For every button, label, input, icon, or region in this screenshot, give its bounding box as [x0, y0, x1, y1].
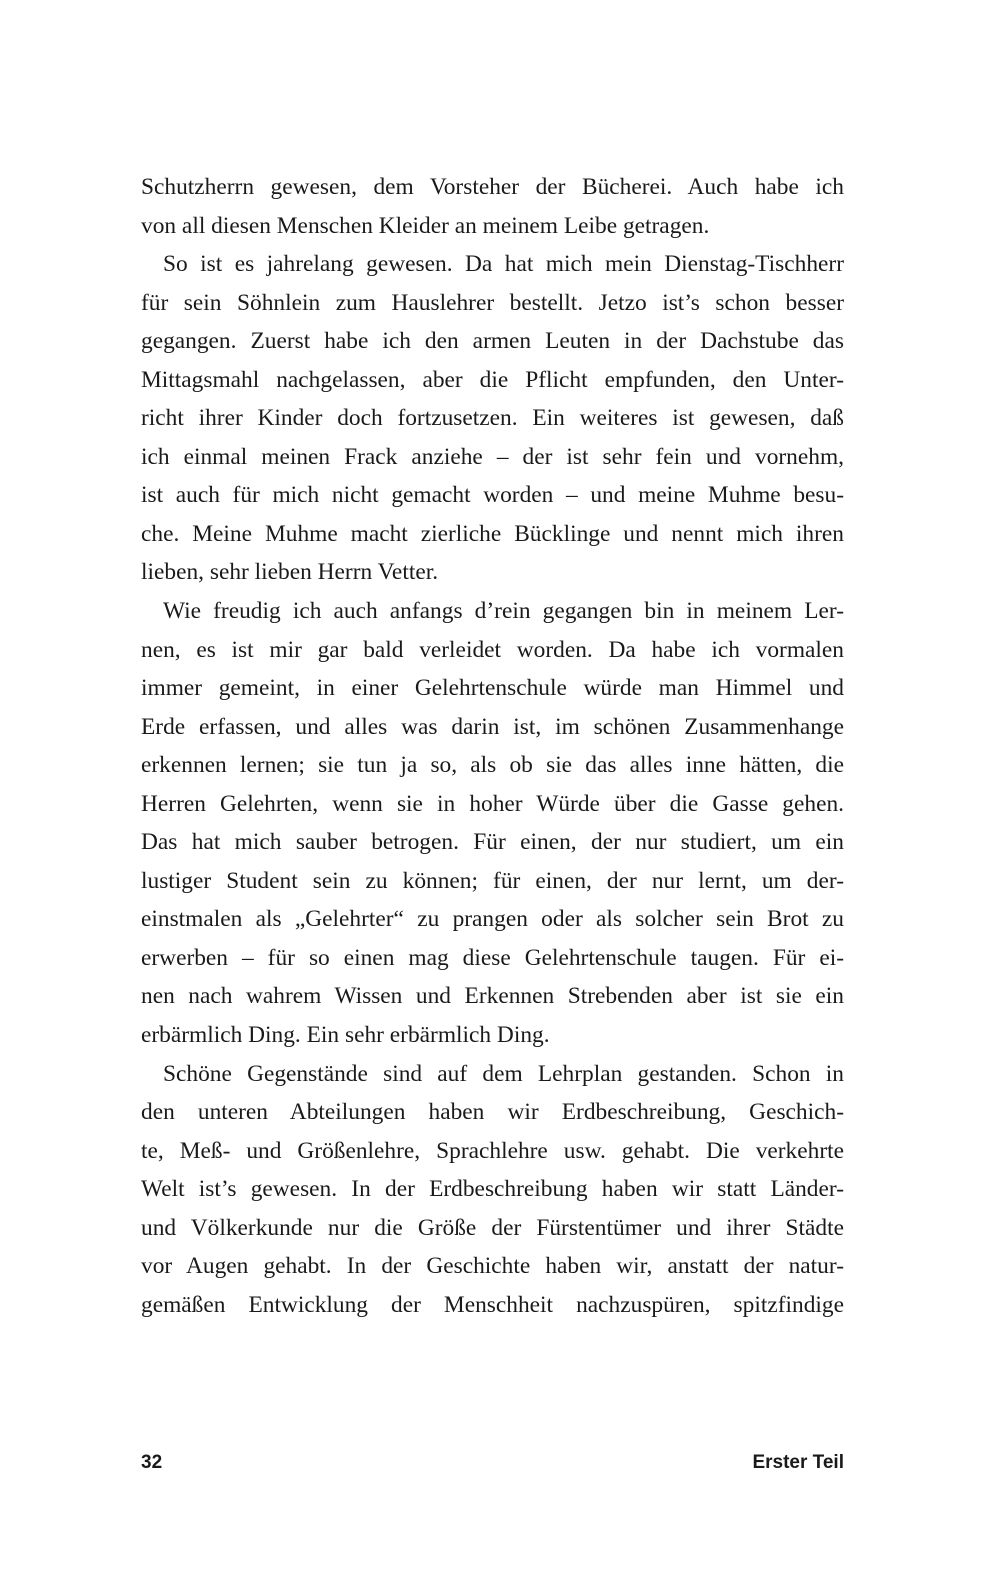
- text-line: immer gemeint, in einer Gelehrtenschule würde man Himmel und: [141, 675, 844, 702]
- text-line: lustiger Student sein zu können; für einen, der nur lernt, um der-: [141, 867, 844, 894]
- text-line: erkennen lernen; sie tun ja so, als ob sie das alles inne hätten, die: [141, 752, 844, 779]
- text-line: ist auch für mich nicht gemacht worden – und meine Muhme besu-: [141, 482, 844, 509]
- text-line: Welt ist’s gewesen. In der Erdbeschreibung haben wir statt Länder-: [141, 1176, 844, 1203]
- text-line: So ist es jahrelang gewesen. Da hat mich mein Dienstag-Tischherr: [163, 251, 844, 278]
- text-line: lieben, sehr lieben Herrn Vetter.: [141, 559, 439, 586]
- text-line: erwerben – für so einen mag diese Gelehrtenschule taugen. Für ei-: [141, 944, 844, 971]
- section-title: Erster Teil: [752, 1452, 844, 1473]
- text-line: Schöne Gegenstände sind auf dem Lehrplan gestanden. Schon in: [163, 1060, 844, 1087]
- text-line: vor Augen gehabt. In der Geschichte haben wir, anstatt der natur-: [141, 1253, 844, 1280]
- page-number: 32: [141, 1452, 163, 1473]
- text-line: den unteren Abteilungen haben wir Erdbeschreibung, Geschich-: [141, 1099, 844, 1126]
- text-line: und Völkerkunde nur die Größe der Fürstentümer und ihrer Städte: [141, 1214, 844, 1241]
- text-line: Das hat mich sauber betrogen. Für einen, der nur studiert, um ein: [141, 829, 844, 856]
- text-line: Mittagsmahl nachgelassen, aber die Pflicht empfunden, den Unter-: [141, 366, 844, 393]
- text-line: Erde erfassen, und alles was darin ist, im schönen Zusammenhange: [141, 713, 844, 740]
- text-line: nen nach wahrem Wissen und Erkennen Strebenden aber ist sie ein: [141, 983, 844, 1010]
- text-line: gemäßen Entwicklung der Menschheit nachzuspüren, spitzfindige: [141, 1291, 844, 1318]
- text-line: te, Meß- und Größenlehre, Sprachlehre usw. gehabt. Die verkehrte: [141, 1137, 844, 1164]
- text-line: erbärmlich Ding. Ein sehr erbärmlich Ding.: [141, 1022, 550, 1049]
- text-line: che. Meine Muhme macht zierliche Bücklinge und nennt mich ihren: [141, 520, 844, 547]
- page-footer: [141, 1450, 844, 1476]
- text-line: einstmalen als „Gelehrter“ zu prangen oder als solcher sein Brot zu: [141, 906, 844, 933]
- text-line: ich einmal meinen Frack anziehe – der ist sehr fein und vornehm,: [141, 443, 844, 470]
- text-line: gegangen. Zuerst habe ich den armen Leuten in der Dachstube das: [141, 328, 844, 355]
- text-line: Wie freudig ich auch anfangs d’rein gegangen bin in meinem Ler-: [163, 598, 844, 625]
- text-line: für sein Söhnlein zum Hauslehrer bestellt. Jetzo ist’s schon besser: [141, 289, 844, 316]
- text-line: Schutzherrn gewesen, dem Vorsteher der Bücherei. Auch habe ich: [141, 174, 844, 200]
- text-line: nen, es ist mir gar bald verleidet worden. Da habe ich vormalen: [141, 636, 844, 663]
- text-line: Herren Gelehrten, wenn sie in hoher Würde über die Gasse gehen.: [141, 790, 844, 817]
- text-line: von all diesen Menschen Kleider an meinem Leibe getragen.: [141, 212, 710, 239]
- text-line: richt ihrer Kinder doch fortzusetzen. Ein weiteres ist gewesen, daß: [141, 405, 844, 432]
- body-text: [141, 168, 844, 1324]
